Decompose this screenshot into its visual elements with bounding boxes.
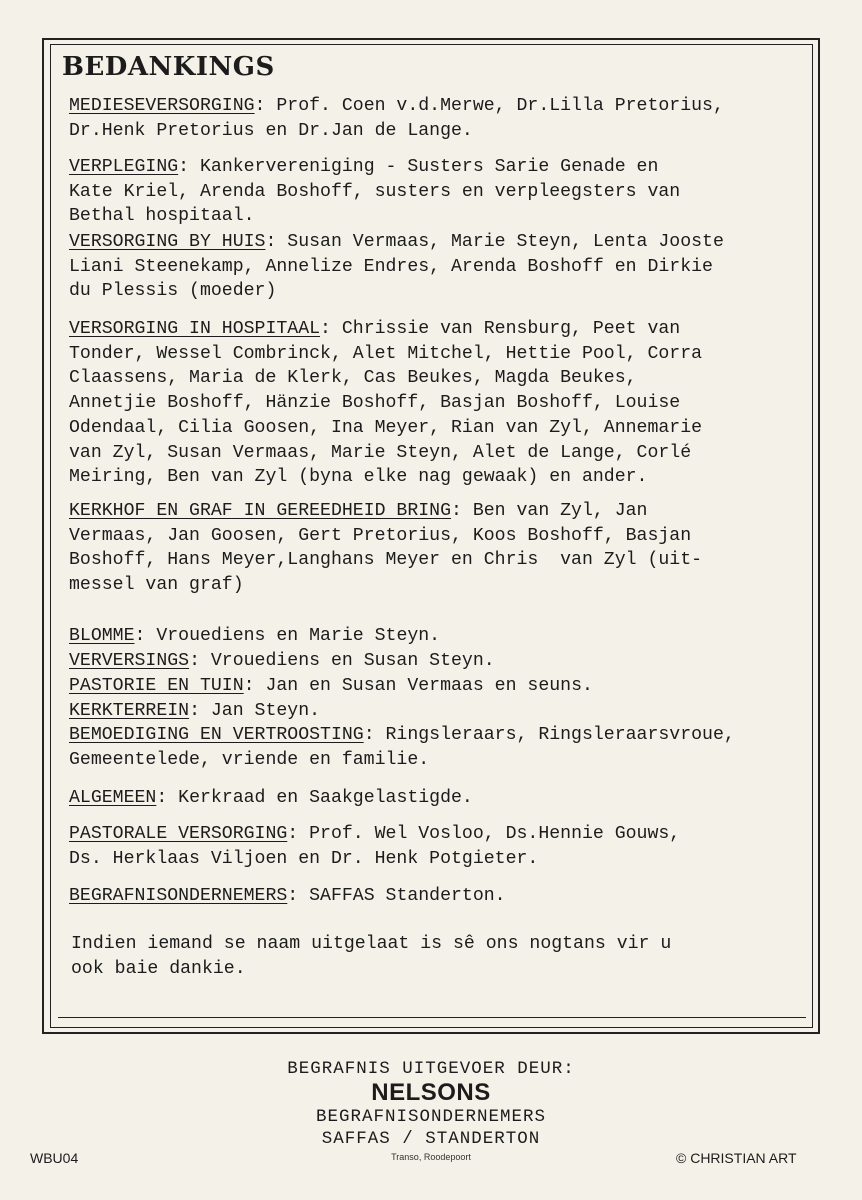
section-heading: VERSORGING IN HOSPITAAL <box>69 319 321 339</box>
section-pastorie-en-tuin <box>69 674 814 699</box>
section-algemeen <box>69 786 814 811</box>
section-versorging-by-huis <box>69 230 814 304</box>
section-medieseversorging <box>69 94 814 143</box>
section-heading: KERKTERREIN <box>69 701 190 721</box>
product-code: WBU04 <box>30 1150 79 1166</box>
printer-credit: Transo, Roodepoort <box>391 1152 471 1162</box>
section-heading: ALGEMEEN <box>69 788 157 808</box>
section-text: : Prof. Wel Vosloo, Ds.Hennie Gouws, Ds. Herklaas Viljoen en Dr. Henk Potgieter. <box>69 824 681 869</box>
section-text: : Vrouediens en Marie Steyn. <box>134 626 441 646</box>
bottom-rule <box>58 1017 806 1018</box>
section-text: : Susan Vermaas, Marie Steyn, Lenta Jooste Liani Steenekamp, Annelize Endres, Arenda Boshoff en Dirkie du Plessis (moeder) <box>69 232 724 302</box>
section-blomme <box>69 624 814 649</box>
section-text: : Kankervereniging - Susters Sarie Genade en Kate Kriel, Arenda Boshoff, susters en verpleegsters van Bethal hospitaal. <box>69 157 681 227</box>
brand-name: NELSONS <box>371 1079 491 1106</box>
section-verpleging <box>69 155 814 229</box>
section-versorging-in-hospitaal <box>69 317 814 490</box>
section-heading: VERSORGING BY HUIS <box>69 232 266 252</box>
section-kerkhof-en-graf <box>69 499 814 598</box>
section-heading: VERPLEGING <box>69 157 179 177</box>
section-text: : Jan en Susan Vermaas en seuns. <box>243 676 593 696</box>
section-bemoediging <box>69 723 814 772</box>
section-heading: BEMOEDIGING EN VERTROOSTING <box>69 725 364 745</box>
footer <box>0 1058 862 1162</box>
footer-intro: BEGRAFNIS UITGEVOER DEUR: <box>287 1059 575 1079</box>
footer-location: SAFFAS / STANDERTON <box>321 1129 541 1149</box>
section-heading: KERKHOF EN GRAF IN GEREEDHEID BRING <box>69 501 451 521</box>
section-heading: PASTORIE EN TUIN <box>69 676 244 696</box>
page-title: BEDANKINGS <box>62 52 275 82</box>
closing-note: Indien iemand se naam uitgelaat is sê ons nogtans vir u ook baie dankie. <box>71 934 672 979</box>
section-text: : Kerkraad en Saakgelastigde. <box>156 788 473 808</box>
section-heading: BEGRAFNISONDERNEMERS <box>69 886 288 906</box>
section-kerkterrein <box>69 699 814 724</box>
section-verversings <box>69 649 814 674</box>
copyright: © CHRISTIAN ART <box>676 1150 797 1166</box>
footer-business: BEGRAFNISONDERNEMERS <box>315 1107 547 1127</box>
section-text: : Vrouediens en Susan Steyn. <box>189 651 495 671</box>
section-text: : Ringsleraars, Ringsleraarsvroue, Gemeentelede, vriende en familie. <box>69 725 735 770</box>
section-heading: VERVERSINGS <box>69 651 190 671</box>
section-text: : Ben van Zyl, Jan Vermaas, Jan Goosen, Gert Pretorius, Koos Boshoff, Basjan Boshoff, Hans Meyer,Langhans Meyer en Chris van Zyl (uit- messel van graf) <box>69 501 703 596</box>
section-text: : SAFFAS Standerton. <box>287 886 506 906</box>
section-text: : Jan Steyn. <box>189 701 321 721</box>
section-heading: BLOMME <box>69 626 135 646</box>
section-text: : Chrissie van Rensburg, Peet van Tonder, Wessel Combrinck, Alet Mitchel, Hettie Pool, Corra Claassens, Maria de Klerk, Cas Beukes, Magda Beukes, Annetjie Boshoff, Hänzie Boshoff, Basjan Boshoff, Louise Odendaal, Cilia Goosen, Ina Meyer, Rian van Zyl, Annemarie van Zyl, Susan Vermaas, Marie Steyn, Alet de Lange, Corlé Meiring, Ben van Zyl (byna elke nag gewaak) en ander. <box>69 319 703 488</box>
section-begrafnisondernemers <box>69 884 814 909</box>
section-text: : Prof. Coen v.d.Merwe, Dr.Lilla Pretorius, Dr.Henk Pretorius en Dr.Jan de Lange. <box>69 96 724 141</box>
section-heading: PASTORALE VERSORGING <box>69 824 288 844</box>
section-pastorale-versorging <box>69 822 814 871</box>
section-heading: MEDIESEVERSORGING <box>69 96 255 116</box>
